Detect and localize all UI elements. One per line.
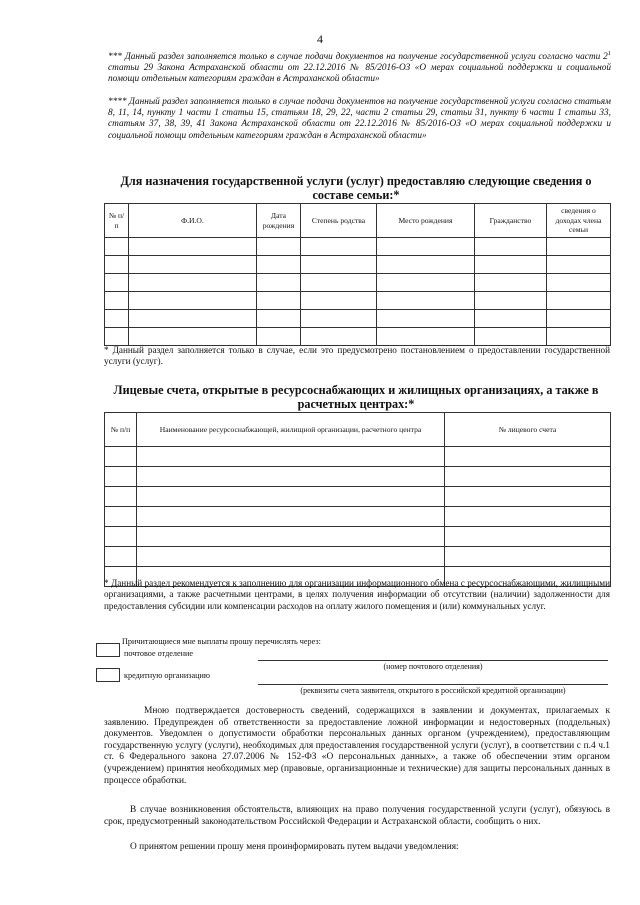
table-cell[interactable] [137, 467, 445, 487]
bank-details-line[interactable] [258, 684, 608, 685]
table-cell[interactable] [377, 328, 475, 346]
table-row [105, 256, 611, 274]
bank-checkbox[interactable] [96, 668, 120, 682]
table-cell[interactable] [137, 507, 445, 527]
table-cell[interactable] [105, 447, 137, 467]
family-col-number: № п/п [105, 204, 129, 238]
accounts-section-heading: Лицевые счета, открытые в ресурсоснабжающих и жилищных организациях, а также в расчетных центрах:* [113, 383, 599, 411]
post-office-number-caption: (номер почтового отделения) [383, 662, 483, 671]
table-row [105, 274, 611, 292]
table-cell[interactable] [377, 238, 475, 256]
page-number: 4 [317, 32, 323, 46]
table-cell[interactable] [257, 310, 301, 328]
post-office-label: почтовое отделение [124, 649, 194, 658]
table-cell[interactable] [445, 527, 611, 547]
table-cell[interactable] [377, 292, 475, 310]
family-col-relation: Степень родства [301, 204, 377, 238]
family-col-income: сведения о доходах члена семьи [547, 204, 611, 238]
table-cell[interactable] [301, 310, 377, 328]
table-cell[interactable] [105, 487, 137, 507]
table-cell[interactable] [475, 310, 547, 328]
family-footnote: * Данный раздел заполняется только в случае, если это предусмотрено постановлением о предоставлении государственной услуги (услуг). [104, 345, 610, 367]
table-cell[interactable] [475, 274, 547, 292]
table-cell[interactable] [547, 238, 611, 256]
table-cell[interactable] [547, 256, 611, 274]
table-cell[interactable] [257, 238, 301, 256]
notification-paragraph: О принятом решении прошу меня проинформировать путем выдачи уведомления: [130, 842, 459, 852]
table-cell[interactable] [301, 238, 377, 256]
family-col-name: Ф.И.О. [129, 204, 257, 238]
table-cell[interactable] [105, 328, 129, 346]
note-three-stars [108, 49, 611, 86]
table-cell[interactable] [257, 328, 301, 346]
note-four-stars: **** Данный раздел заполняется только в случае подачи документов на получение государственной услуги согласно статьям 8, 11, 14, пункту 1 части 1 статьи 15, статьям 18, 29, 22, части 2 статьи 29, статьи 31, пункту 6 части 1 статьи 33, статьям 37, 38, 39, 41 Закона Астраханской области от 22.12.2016 № 85/2016-ОЗ «О мерах социальной поддержки и социальной помощи отдельным категориям граждан в Астраханской области» [108, 97, 611, 141]
table-cell[interactable] [445, 487, 611, 507]
accounts-table [104, 412, 611, 587]
accounts-col-organization: Наименование ресурсоснабжающей, жилищной организации, расчетного центра [137, 413, 445, 447]
note-three-text-b: статьи 29 Закона Астраханской области от 22.12.2016 № 85/2016-ОЗ «О мерах социальной поддержки и социальной помощи отдельным категориям граждан в Астраханской области» [108, 63, 611, 85]
table-cell[interactable] [445, 447, 611, 467]
confirmation-paragraph: Мною подтверждается достоверность сведений, содержащихся в заявлении и документах, прилагаемых к заявлению. Предупрежден об ответственности за предоставление ложной информации и недостоверных (поддельных) документов. Уведомлен о допустимости обработки персональных данных органом (учреждением), предоставляющим государственную услугу (услуги), необходимых для предоставления государственной услуги (услуг), в соответствии с п.4 ч.1 ст. 6 Федерального закона 27.07.2006 № 152-ФЗ «О персональных данных», а также об обеспечении этим органом (учреждением) принятия необходимых мер (правовые, организационные и технические) для защиты персональных данных в процессе обработки. [104, 706, 610, 786]
bank-label: кредитную организацию [124, 671, 211, 680]
table-cell[interactable] [129, 238, 257, 256]
table-row [105, 310, 611, 328]
table-cell[interactable] [445, 547, 611, 567]
accounts-table-header-row [105, 413, 611, 447]
table-cell[interactable] [129, 256, 257, 274]
table-cell[interactable] [105, 507, 137, 527]
table-row [105, 447, 611, 467]
table-cell[interactable] [377, 310, 475, 328]
table-cell[interactable] [547, 310, 611, 328]
note-three-superscript: 1 [607, 49, 611, 57]
table-row [105, 328, 611, 346]
family-section-heading: Для назначения государственной услуги (услуг) предоставляю следующие сведения о составе семьи:* [120, 174, 592, 202]
table-cell[interactable] [105, 310, 129, 328]
post-office-number-line[interactable] [258, 660, 608, 661]
table-cell[interactable] [257, 274, 301, 292]
table-cell[interactable] [547, 328, 611, 346]
table-cell[interactable] [105, 274, 129, 292]
table-cell[interactable] [105, 238, 129, 256]
table-cell[interactable] [129, 310, 257, 328]
table-row [105, 487, 611, 507]
family-col-citizenship: Гражданство [475, 204, 547, 238]
family-col-birthplace: Место рождения [377, 204, 475, 238]
table-cell[interactable] [377, 274, 475, 292]
table-cell[interactable] [257, 256, 301, 274]
table-row [105, 527, 611, 547]
family-col-birthdate: Дата рождения [257, 204, 301, 238]
table-cell[interactable] [105, 527, 137, 547]
table-cell[interactable] [445, 507, 611, 527]
table-cell[interactable] [129, 292, 257, 310]
table-cell[interactable] [301, 256, 377, 274]
table-cell[interactable] [445, 467, 611, 487]
accounts-footnote: * Данный раздел рекомендуется к заполнению для организации информационного обмена с ресурсоснабжающими, жилищными организациями, а также расчетными центрами, в целях получения информации об отсутствии (наличии) задолженности для предоставления субсидии или компенсации расходов на оплату жилого помещения и (или) коммунальных услуг. [104, 578, 610, 611]
accounts-col-account-number: № лицевого счета [445, 413, 611, 447]
table-cell[interactable] [105, 256, 129, 274]
table-cell[interactable] [475, 328, 547, 346]
table-cell[interactable] [475, 292, 547, 310]
table-row [105, 467, 611, 487]
table-cell[interactable] [475, 256, 547, 274]
table-cell[interactable] [105, 292, 129, 310]
table-cell[interactable] [377, 256, 475, 274]
obligation-paragraph: В случае возникновения обстоятельств, влияющих на право получения государственной услуги (услуг), обязуюсь в срок, предусмотренный законодательством Российской Федерации и Астраханской области, сообщить о них. [104, 805, 610, 827]
note-three-text-a: *** Данный раздел заполняется только в случае подачи документов на получение государственной услуги согласно части 2 [108, 52, 608, 62]
table-cell[interactable] [137, 547, 445, 567]
family-table-header-row [105, 204, 611, 238]
table-cell[interactable] [137, 487, 445, 507]
family-table [104, 203, 611, 346]
post-office-checkbox[interactable] [96, 643, 120, 657]
table-row [105, 507, 611, 527]
table-cell[interactable] [301, 292, 377, 310]
table-cell[interactable] [105, 467, 137, 487]
table-cell[interactable] [547, 274, 611, 292]
table-cell[interactable] [137, 447, 445, 467]
table-row [105, 238, 611, 256]
table-cell[interactable] [257, 292, 301, 310]
table-cell[interactable] [137, 527, 445, 547]
table-cell[interactable] [129, 328, 257, 346]
table-cell[interactable] [301, 328, 377, 346]
bank-details-caption: (реквизиты счета заявителя, открытого в российской кредитной организации) [300, 686, 566, 695]
table-cell[interactable] [301, 274, 377, 292]
table-row [105, 547, 611, 567]
table-cell[interactable] [475, 238, 547, 256]
table-cell[interactable] [105, 547, 137, 567]
table-row [105, 292, 611, 310]
table-cell[interactable] [547, 292, 611, 310]
accounts-col-number: № п/п [105, 413, 137, 447]
table-cell[interactable] [129, 274, 257, 292]
payment-intro: Причитающиеся мне выплаты прошу перечислять через: [122, 637, 321, 646]
